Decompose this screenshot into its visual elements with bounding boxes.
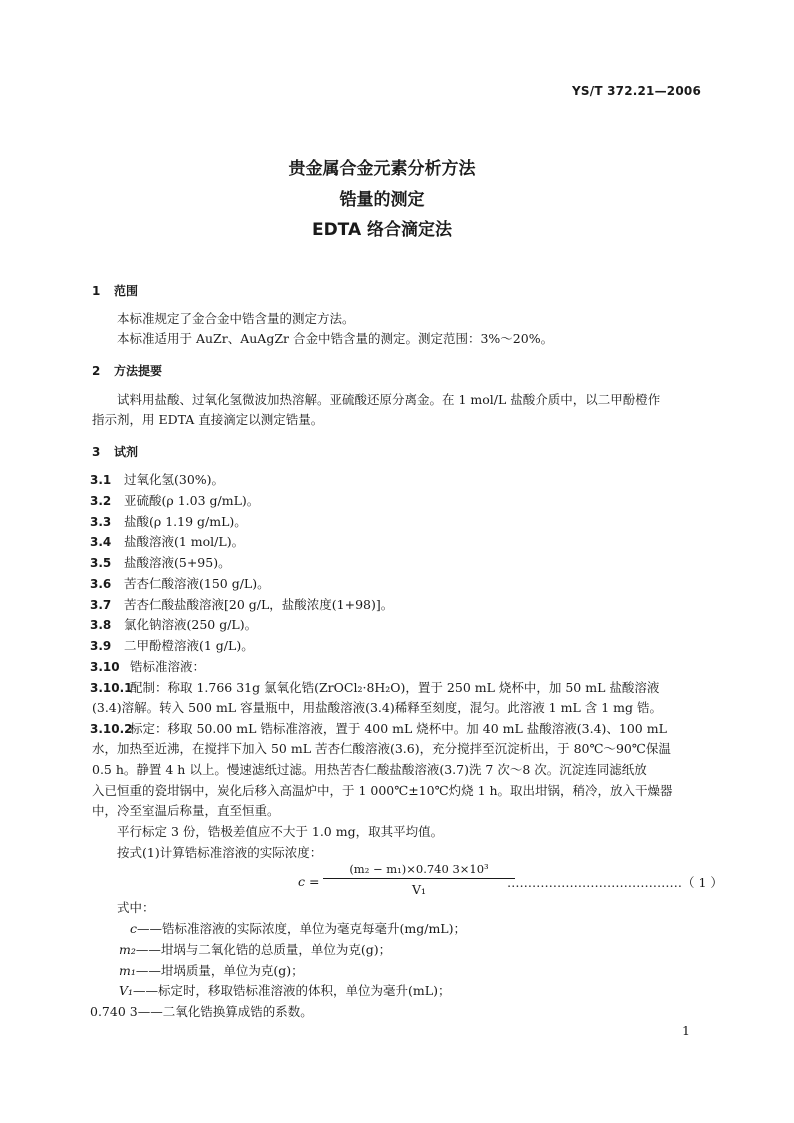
formula-numerator: (m₂ − m₁)×0.740 3×10³ xyxy=(349,862,489,876)
section-number: 2 xyxy=(92,364,101,378)
item-text: 锆标准溶液： xyxy=(130,659,206,674)
item-text: 盐酸(ρ 1.19 g/mL)。 xyxy=(124,514,247,529)
item-number: 3.6 xyxy=(90,577,112,591)
item-text: 过氧化氢(30%)。 xyxy=(124,472,225,487)
formula-denominator: V₁ xyxy=(411,882,427,897)
paragraph: 按式(1)计算锆标准溶液的实际浓度： xyxy=(117,845,323,860)
variable-symbol: 0.740 3 xyxy=(90,1004,138,1019)
section-number: 3 xyxy=(92,445,101,459)
item-number: 3.9 xyxy=(90,639,112,653)
item-number: 3.1 xyxy=(90,473,112,487)
document-title-line-2: 锆量的测定 xyxy=(339,190,425,210)
item-text: 二甲酚橙溶液(1 g/L)。 xyxy=(124,638,254,653)
fraction-bar xyxy=(323,878,515,879)
paragraph-line: 水，加热至近沸，在搅拌下加入 50 mL 苦杏仁酸溶液(3.6)，充分搅拌至沉淀析出，于 80℃～90℃保温 xyxy=(92,741,671,756)
item-text: 盐酸溶液(5+95)。 xyxy=(124,555,231,570)
paragraph: 本标准适用于 AuZr、AuAgZr 合金中锆含量的测定。测定范围：3%～20%。 xyxy=(117,331,554,346)
variable-definition xyxy=(119,981,450,999)
section-heading-scope xyxy=(92,282,138,299)
item-number: 3.10.1 xyxy=(90,681,133,695)
reagent-item xyxy=(90,595,393,615)
variable-symbol: m₁ xyxy=(119,963,136,978)
variable-definition xyxy=(119,961,304,979)
variable-definition xyxy=(119,940,391,958)
variable-description: ——二氧化锆换算成锆的系数。 xyxy=(137,1004,313,1019)
item-text: 氯化钠溶液(250 g/L)。 xyxy=(124,617,258,632)
paragraph: 平行标定 3 份，锆极差值应不大于 1.0 mg，取其平均值。 xyxy=(117,824,444,839)
item-number: 3.2 xyxy=(90,494,112,508)
subclause-3-10-2 xyxy=(90,719,667,739)
standard-code: YS/T 372.21—2006 xyxy=(572,84,701,98)
section-title: 试剂 xyxy=(114,445,139,459)
item-text: 苦杏仁酸溶液(150 g/L)。 xyxy=(124,576,270,591)
item-number: 3.10.2 xyxy=(90,722,133,736)
paragraph-line: 中，冷至室温后称量，直至恒重。 xyxy=(92,803,280,818)
variable-definition xyxy=(130,919,466,937)
section-title: 范围 xyxy=(114,284,139,298)
paragraph-line: 入已恒重的瓷坩锅中，炭化后移入高温炉中，于 1 000℃±10℃灼烧 1 h。取出坩锅，稍冷，放入干燥器 xyxy=(92,783,673,798)
paragraph-line: 试料用盐酸、过氧化氢微波加热溶解。亚硫酸还原分离金。在 1 mol/L 盐酸介质中，以二甲酚橙作 xyxy=(117,392,661,407)
where-intro: 式中： xyxy=(117,900,155,915)
variable-symbol: m₂ xyxy=(119,942,136,957)
equation-number: ……………………………………（ 1 ） xyxy=(507,875,723,890)
reagent-item xyxy=(90,470,224,490)
reagent-item xyxy=(90,512,247,532)
paragraph-line: 指示剂，用 EDTA 直接滴定以测定锆量。 xyxy=(92,412,324,427)
reagent-item xyxy=(90,574,270,594)
item-number: 3.8 xyxy=(90,618,112,632)
formula-lhs: c = xyxy=(298,874,320,889)
item-text: 盐酸溶液(1 mol/L)。 xyxy=(124,534,245,549)
reagent-item xyxy=(90,657,205,677)
variable-symbol: c xyxy=(130,921,138,936)
item-number: 3.4 xyxy=(90,535,112,549)
subclause-3-10-1 xyxy=(90,678,659,698)
formula-fraction xyxy=(323,862,515,897)
item-number: 3.3 xyxy=(90,515,112,529)
item-text: 配制：称取 1.766 31g 氯氧化锆(ZrOCl₂·8H₂O)，置于 250 mL 烧杯中，加 50 mL 盐酸溶液 xyxy=(130,680,660,695)
item-text: 亚硫酸(ρ 1.03 g/mL)。 xyxy=(124,493,260,508)
section-heading-method-summary xyxy=(92,362,162,379)
section-heading-reagents xyxy=(92,443,138,460)
reagent-item xyxy=(90,491,259,511)
paragraph-line: (3.4)溶解。转入 500 mL 容量瓶中，用盐酸溶液(3.4)稀释至刻度，混匀。此溶液 1 mL 含 1 mg 锆。 xyxy=(92,700,662,715)
item-number: 3.10 xyxy=(90,660,120,674)
section-title: 方法提要 xyxy=(114,364,163,378)
variable-description: ——标定时，移取锆标准溶液的体积，单位为毫升(mL)； xyxy=(133,983,451,998)
item-text: 苦杏仁酸盐酸溶液[20 g/L，盐酸浓度(1+98)]。 xyxy=(124,597,394,612)
item-number: 3.5 xyxy=(90,556,112,570)
reagent-item xyxy=(90,553,231,573)
paragraph: 本标准规定了金合金中锆含量的测定方法。 xyxy=(117,311,355,326)
item-number: 3.7 xyxy=(90,598,112,612)
variable-description: ——坩埚质量，单位为克(g)； xyxy=(135,963,304,978)
paragraph-line: 0.5 h。静置 4 h 以上。慢速滤纸过滤。用热苦杏仁酸盐酸溶液(3.7)洗 7 次～8 次。沉淀连同滤纸放 xyxy=(92,762,647,777)
reagent-item xyxy=(90,636,254,656)
variable-symbol: V₁ xyxy=(119,983,134,998)
variable-description: ——锆标准溶液的实际浓度，单位为毫克每毫升(mg/mL)； xyxy=(137,921,466,936)
reagent-item xyxy=(90,615,257,635)
section-number: 1 xyxy=(92,284,101,298)
document-title-line-1: 贵金属合金元素分析方法 xyxy=(288,159,476,179)
page-number: 1 xyxy=(682,1023,690,1038)
reagent-item xyxy=(90,532,244,552)
variable-description: ——坩埚与二氧化锆的总质量，单位为克(g)； xyxy=(135,942,392,957)
document-title-line-3: EDTA 络合滴定法 xyxy=(311,220,453,240)
variable-definition xyxy=(90,1002,313,1020)
item-text: 标定：移取 50.00 mL 锆标准溶液，置于 400 mL 烧杯中。加 40 mL 盐酸溶液(3.4)、100 mL xyxy=(130,721,667,736)
